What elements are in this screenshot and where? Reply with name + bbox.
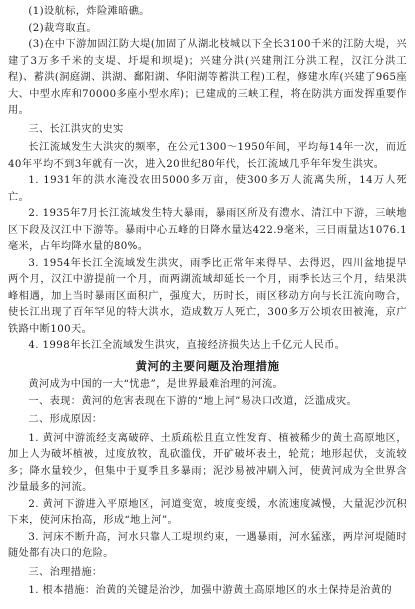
flood-event-item: 4. 1998年长江全流域发生洪灾，直接经济损失达上千亿元人民币。 [28, 340, 346, 351]
paragraph: 长江流域发生大洪灾的频率，在公元1300～1950年间，平均每14年一次，而近40年平均不到3年就有一次，进入20世纪80年代，长江流域几乎年年发生洪灾。 [8, 142, 407, 170]
list-item: (1)设航标，炸险滩暗礁。 [28, 6, 150, 17]
section-heading: 三、治理措施： [28, 566, 103, 578]
top-section [8, 4, 407, 120]
yellow-river-section [8, 358, 407, 600]
flood-event-item: 2. 1935年7月长江流域发生特大暴雨，暴雨区所及有澧水、清江中下游，三峡地区下段及汉江中下游等。暴雨中心五峰的日降水量达422.9毫米，三日雨量达1076.1毫米，占年均降水量的80%。 [8, 208, 407, 252]
cause-item: 2. 黄河下游进入平原地区，河道变宽，坡度变缓，水流速度减慢，大量泥沙沉积下来，使河床抬高，形成“地上河”。 [8, 498, 407, 526]
cause-item: 3. 河床不断升高，河水只靠人工堤坝约束，一遇暴雨，河水猛涨，两岸河堤随时随处都有决口的危险。 [8, 531, 407, 559]
section-heading: 二、形成原因： [28, 414, 103, 425]
flood-event-item: 1. 1931年的洪水淹没农田5000多万亩，使300多万人流离失所，14万人死亡。 [8, 175, 407, 203]
section-heading: 三、长江洪灾的史实 [28, 123, 124, 135]
list-item: (3)在中下游加固江防大堤(加固了从湖北枝城以下全长3100千米的江防大堤，兴建了3万多千米的支堤、圩堤和坝堤)；兴建分洪(兴建荆江分洪工程，汉江分洪工程)、蓄洪(洞庭湖、洪湖、鄱阳湖、华阳湖等蓄洪工程)工程，修建水库(兴建了965座大、中型水库和70000多座小型水库)；已建成的三峡工程，将在防洪方面发挥重要作用。 [8, 39, 407, 116]
flood-event-item: 3. 1954年长江全流域发生洪灾，雨季比正常年来得早、去得迟，四川盆地提早两个月，汉江中游提前一个月，而两湖流域却延长一个月，雨季长达三个月，结果洪峰相遇，加上当时暴雨区面积广，强度大，历时长，雨区移动方向与长江流向吻合，使长江出现了百年罕见的特大洪水，造成数万人死亡，300多万公顷农田被淹，京广铁路中断100天。 [8, 257, 407, 335]
cause-item: 1. 黄河中游流经支离破碎、土质疏松且直立性发育、植被稀少的黄土高原地区，加上人为破坏植被，过度放牧，乱砍滥伐，开矿破坏表土，轮荒；地形起伏，支流较多；降水量较少，但集中于夏季且多暴雨；泥沙易被冲刷入河，使黄河成为全世界含沙量最多的河流。 [8, 432, 407, 493]
measure-item: 1. 根本措施：治黄的关键是治沙，加强中游黄土高原地区的水土保持是治黄的 [28, 585, 392, 596]
section-title: 黄河的主要问题及治理措施 [135, 358, 280, 373]
list-item: (2)裁弯取直。 [28, 22, 97, 34]
paragraph: 黄河成为中国的一大“忧患”，是世界最难治理的河流。 [28, 379, 284, 390]
paragraph: 一、表现：黄河的危害表现在下游的“地上河”易决口改道，泛滥成灾。 [28, 395, 358, 407]
flood-history-section [8, 122, 407, 355]
